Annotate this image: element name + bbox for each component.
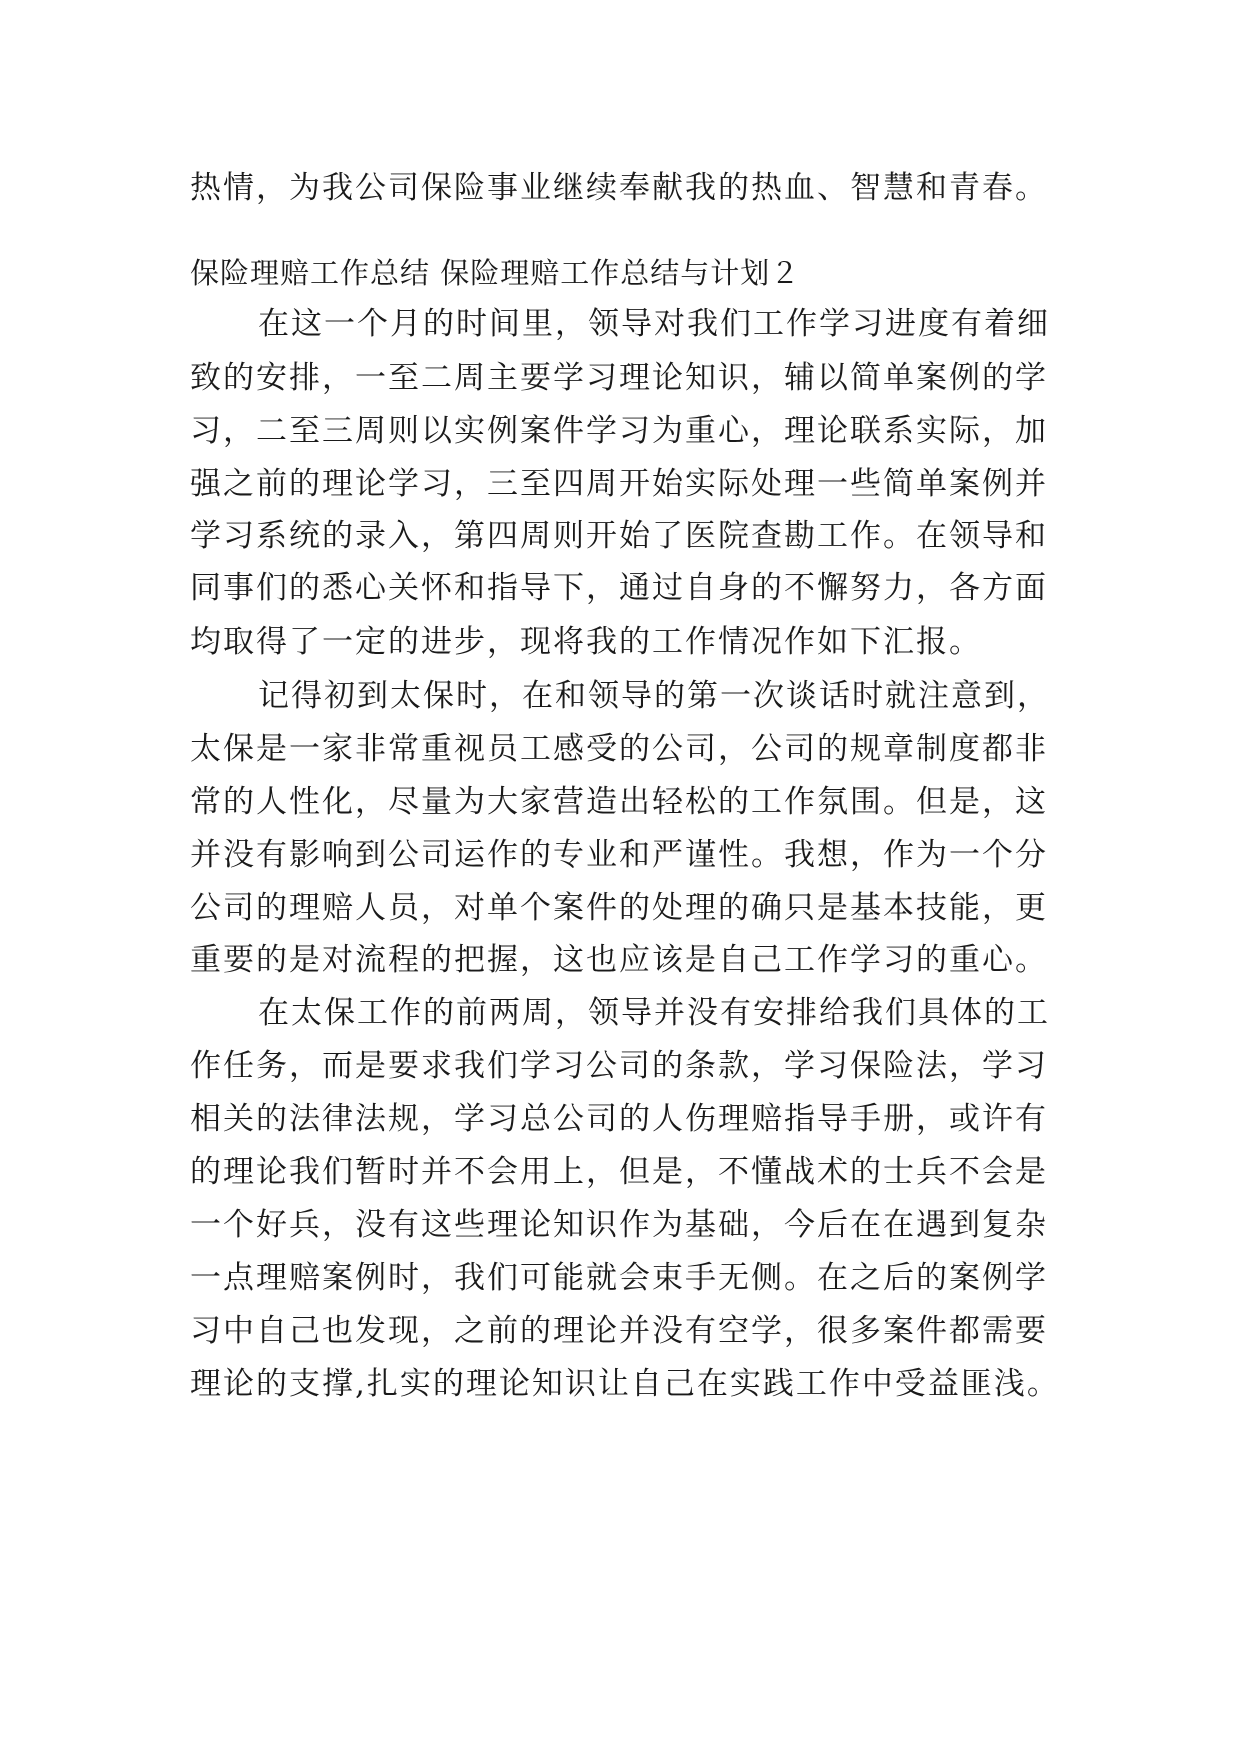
paragraph-3-line-6: 一点理赔案例时，我们可能就会束手无侧。在之后的案例学 bbox=[190, 1260, 1048, 1296]
paragraph-3-line-7: 习中自己也发现，之前的理论并没有空学，很多案件都需要 bbox=[190, 1313, 1048, 1349]
paragraph-3-line-3: 相关的法律法规，学习总公司的人伤理赔指导手册，或许有 bbox=[190, 1101, 1048, 1137]
paragraph-3-line-1: 在太保工作的前两周，领导并没有安排给我们具体的工 bbox=[258, 995, 1050, 1031]
paragraph-1-line-5: 学习系统的录入，第四周则开始了医院查勘工作。在领导和 bbox=[190, 518, 1048, 554]
paragraph-1-line-6: 同事们的悉心关怀和指导下，通过自身的不懈努力，各方面 bbox=[190, 570, 1048, 606]
paragraph-1-line-1: 在这一个月的时间里，领导对我们工作学习进度有着细 bbox=[258, 306, 1050, 342]
section-heading: 保险理赔工作总结 保险理赔工作总结与计划２ bbox=[190, 256, 801, 290]
paragraph-1-line-3: 习，二至三周则以实例案件学习为重心，理论联系实际，加 bbox=[190, 413, 1048, 449]
paragraph-2-line-1: 记得初到太保时，在和领导的第一次谈话时就注意到， bbox=[258, 678, 1050, 714]
paragraph-3-line-8: 理论的支撑,扎实的理论知识让自己在实践工作中受益匪浅。 bbox=[190, 1366, 1060, 1402]
paragraph-1-line-4: 强之前的理论学习，三至四周开始实际处理一些简单案例并 bbox=[190, 466, 1048, 502]
paragraph-1-line-7: 均取得了一定的进步，现将我的工作情况作如下汇报。 bbox=[190, 624, 982, 660]
paragraph-2-line-6: 重要的是对流程的把握，这也应该是自己工作学习的重心。 bbox=[190, 942, 1048, 978]
paragraph-2-line-2: 太保是一家非常重视员工感受的公司，公司的规章制度都非 bbox=[190, 731, 1048, 767]
paragraph-1-line-2: 致的安排，一至二周主要学习理论知识，辅以简单案例的学 bbox=[190, 360, 1048, 396]
paragraph-2-line-5: 公司的理赔人员，对单个案件的处理的确只是基本技能，更 bbox=[190, 890, 1048, 926]
paragraph-3-line-2: 作任务，而是要求我们学习公司的条款，学习保险法，学习 bbox=[190, 1048, 1048, 1084]
paragraph-2-line-3: 常的人性化，尽量为大家营造出轻松的工作氛围。但是，这 bbox=[190, 784, 1048, 820]
paragraph-2-line-4: 并没有影响到公司运作的专业和严谨性。我想，作为一个分 bbox=[190, 837, 1048, 873]
paragraph-3-line-5: 一个好兵，没有这些理论知识作为基础，今后在在遇到复杂 bbox=[190, 1207, 1048, 1243]
paragraph-3-line-4: 的理论我们暂时并不会用上，但是，不懂战术的士兵不会是 bbox=[190, 1154, 1048, 1190]
intro-line: 热情，为我公司保险事业继续奉献我的热血、智慧和青春。 bbox=[190, 170, 1048, 206]
